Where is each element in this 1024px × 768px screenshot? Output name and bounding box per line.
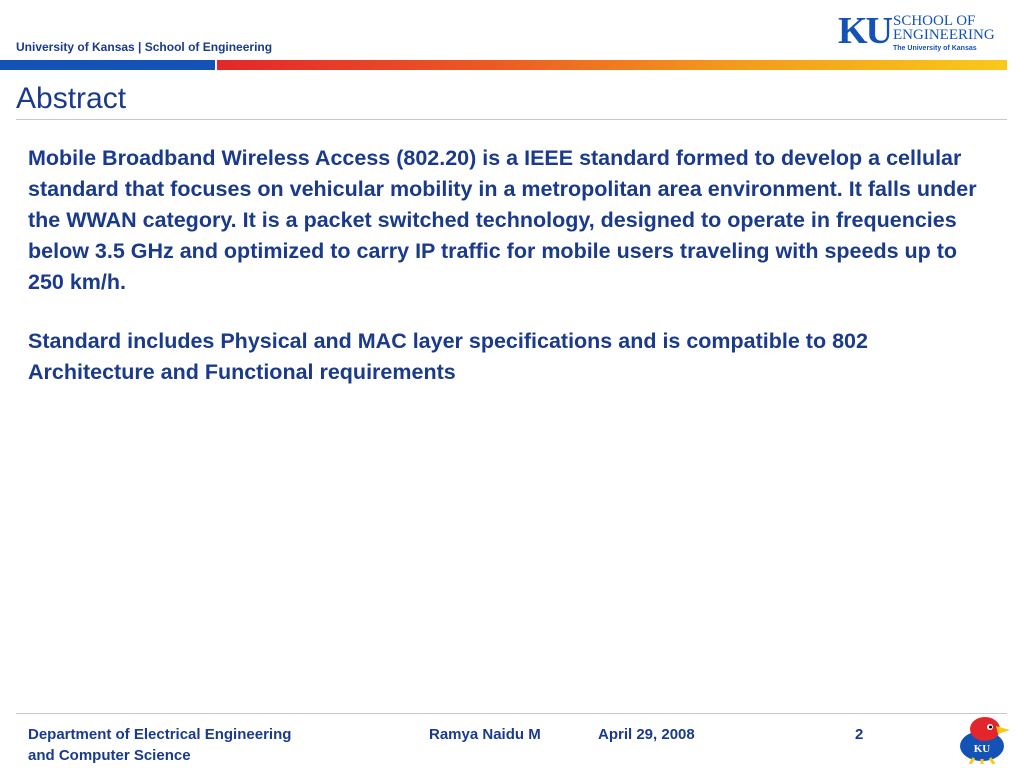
jayhawk-mascot-icon [952, 712, 1012, 764]
footer-date: April 29, 2008 [598, 726, 695, 743]
header-bar-blue [0, 60, 215, 70]
ku-engineering-logo [838, 10, 1006, 54]
body-paragraph: Mobile Broadband Wireless Access (802.20) is a IEEE standard formed to develop a cellular standard that focuses on vehicular mobility in a metropolitan area environment. It falls under the WWAN category. It is a packet switched technology, designed to operate in frequencies below 3.5 GHz and optimized to carry IP traffic for mobile users traveling with speeds up to 250 km/h. [28, 146, 977, 294]
logo-monogram: KU [838, 10, 891, 52]
header-org-line: University of Kansas | School of Engineering [16, 40, 273, 54]
page-title: Abstract [16, 82, 127, 115]
footer-department-line1: Department of Electrical Engineering [28, 726, 292, 743]
header-bar-gradient [217, 60, 1007, 70]
footer-department [28, 724, 358, 766]
footer-page-number: 2 [855, 726, 864, 743]
logo-line2: ENGINEERING [893, 27, 995, 43]
logo-line1: SCHOOL OF [893, 13, 976, 29]
title-divider [16, 119, 1007, 120]
footer-department-line2: and Computer Science [28, 747, 191, 764]
mascot-label: KU [973, 743, 991, 755]
footer-divider [16, 713, 1007, 714]
slide-body [28, 143, 978, 416]
logo-line3: The University of Kansas [893, 45, 977, 52]
body-paragraph: Standard includes Physical and MAC layer specifications and is compatible to 802 Architecture and Functional requirements [28, 329, 868, 384]
footer-author: Ramya Naidu M [429, 726, 541, 743]
